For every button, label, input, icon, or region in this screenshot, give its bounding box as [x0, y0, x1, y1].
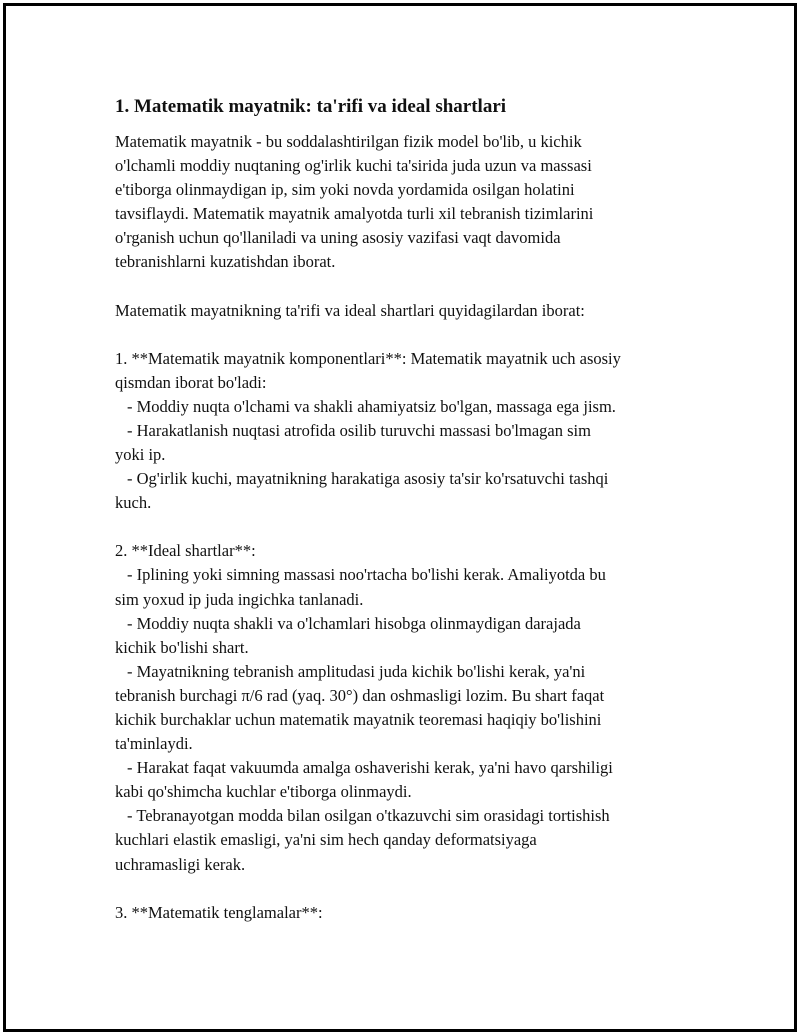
section-equations [115, 901, 715, 925]
lead-paragraph [115, 299, 715, 323]
section-heading: 1. **Matematik mayatnik komponentlari**: Matematik mayatnik uch asosiy [115, 348, 621, 368]
list-item: - Moddiy nuqta o'lchami va shakli ahamiyatsiz bo'lgan, massaga ega jism. [127, 396, 616, 416]
list-item: - Og'irlik kuchi, mayatnikning harakatiga asosiy ta'sir ko'rsatuvchi tashqi [127, 469, 609, 489]
text-line: sim yoxud ip juda ingichka tanlanadi. [115, 589, 364, 609]
list-item: - Iplining yoki simning massasi noo'rtacha bo'lishi kerak. Amaliyotda bu [127, 565, 606, 585]
text-line: kuchlari elastik emasligi, ya'ni sim hech qanday deformatsiyaga [115, 830, 537, 850]
text-line: yoki ip. [115, 445, 166, 465]
list-item: - Tebranayotgan modda bilan osilgan o'tkazuvchi sim orasidagi tortishish [127, 806, 610, 826]
text-line: Matematik mayatnikning ta'rifi va ideal shartlari quyidagilardan iborat: [115, 300, 585, 320]
text-line: Matematik mayatnik - bu soddalashtirilgan fizik model bo'lib, u kichik [115, 132, 582, 151]
text-line: uchramasligi kerak. [115, 854, 246, 874]
text-line: kichik bo'lishi shart. [115, 637, 249, 657]
text-line: ta'minlaydi. [115, 734, 193, 754]
text-line: qismdan iborat bo'ladi: [115, 372, 267, 392]
list-item: - Harakat faqat vakuumda amalga oshaverishi kerak, ya'ni havo qarshiligi [127, 758, 613, 778]
text-line: tavsiflaydi. Matematik mayatnik amalyotda turli xil tebranish tizimlarini [115, 204, 594, 224]
text-line: tebranish burchagi π/6 rad (yaq. 30°) dan oshmasligi lozim. Bu shart faqat [115, 685, 605, 705]
text-line: kuch. [115, 493, 152, 513]
text-line: kichik burchaklar uchun matematik mayatnik teoremasi haqiqiy bo'lishini [115, 709, 602, 729]
list-item: - Mayatnikning tebranish amplitudasi juda kichik bo'lishi kerak, ya'ni [127, 661, 586, 681]
text-line: e'tiborga olinmaydigan ip, sim yoki novda yordamida osilgan holatini [115, 180, 575, 200]
text-line: o'lchamli moddiy nuqtaning og'irlik kuchi ta'sirida juda uzun va massasi [115, 156, 592, 176]
section-heading: 3. **Matematik tenglamalar**: [115, 902, 323, 922]
list-item: - Moddiy nuqta shakli va o'lchamlari hisobga olinmaydigan darajada [127, 613, 581, 633]
section-heading: 2. **Ideal shartlar**: [115, 541, 256, 561]
document-title: 1. Matematik mayatnik: ta'rifi va ideal shartlari [115, 96, 507, 117]
text-line: kabi qo'shimcha kuchlar e'tiborga olinmaydi. [115, 782, 412, 802]
section-components [115, 347, 715, 516]
section-ideal-conditions [115, 539, 715, 876]
intro-paragraph [115, 130, 715, 275]
text-line: tebranishlarni kuzatishdan iborat. [115, 252, 336, 272]
document-body [115, 94, 715, 949]
list-item: - Harakatlanish nuqtasi atrofida osilib turuvchi massasi bo'lmagan sim [127, 420, 591, 440]
text-line: o'rganish uchun qo'llaniladi va uning asosiy vazifasi vaqt davomida [115, 228, 561, 248]
